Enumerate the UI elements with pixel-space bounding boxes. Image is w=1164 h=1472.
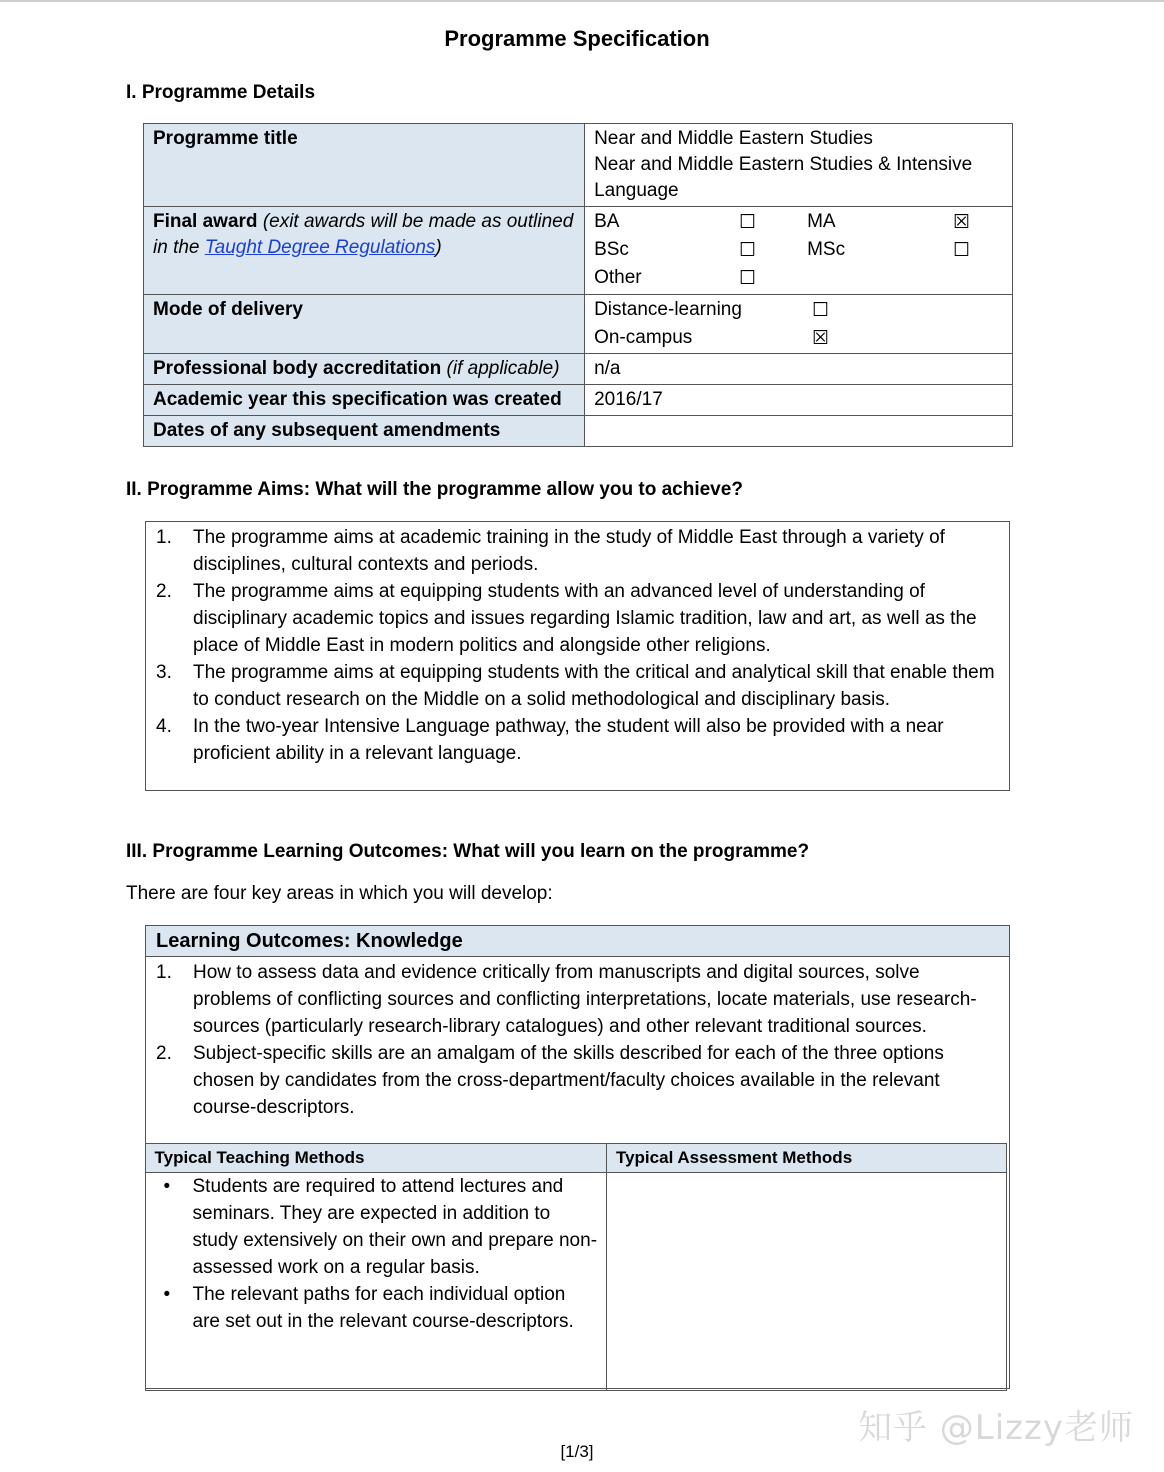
aim-item: 2. The programme aims at equipping students with an advanced level of understanding of disciplinary academic topics and issues regarding Islamic tradition, law and art, as well as the place of Middle East in modern politics and alongside other religions. <box>156 581 977 656</box>
aim-text: The programme aims at equipping students with the critical and analytical skill that enable them to conduct research on the Middle on a solid methodological and disciplinary basis. <box>193 662 995 710</box>
accreditation-label: Professional body accreditation <box>153 358 442 379</box>
page-title: Programme Specification <box>444 26 710 51</box>
mode-oncampus-checkbox[interactable]: ☒ <box>812 327 830 349</box>
assessment-methods-heading: Typical Assessment Methods <box>606 1144 1006 1173</box>
aim-text: The programme aims at academic training in the study of Middle East through a variety of disciplines, cultural contexts and periods. <box>193 527 945 575</box>
teaching-methods-cell <box>145 1173 606 1391</box>
final-award-note: (exit awards will be made as outlined in the <box>153 211 574 258</box>
learning-outcomes-box <box>145 925 1010 1389</box>
programme-title-row <box>144 124 1013 207</box>
page-indicator: [1/3] <box>560 1442 594 1461</box>
final-award-row <box>144 207 1013 295</box>
award-ba-checkbox[interactable]: ☐ <box>739 211 757 233</box>
teaching-method-item: • The relevant paths for each individual option are set out in the relevant course-descriptors. <box>163 1284 574 1332</box>
accreditation-row <box>144 354 1013 385</box>
academic-year-row <box>144 385 1013 416</box>
assessment-methods-cell <box>606 1173 1006 1391</box>
teaching-method-text: Students are required to attend lectures and seminars. They are expected in addition to study extensively on their own and prepare non-assessed work on a regular basis. <box>192 1176 598 1278</box>
award-ba-label: BA <box>594 211 620 232</box>
award-bsc-label: BSc <box>594 239 629 260</box>
award-other-checkbox[interactable]: ☐ <box>739 267 757 289</box>
programme-aims-box <box>145 521 1010 791</box>
watermark: 知乎 @Lizzy老师 <box>857 1408 1134 1448</box>
accreditation-note: (if applicable) <box>446 358 560 379</box>
section-3-intro: There are four key areas in which you will develop: <box>126 883 553 904</box>
mode-of-delivery-row <box>144 295 1013 354</box>
academic-year-value: 2016/17 <box>585 385 1013 416</box>
mode-of-delivery-options <box>585 295 1013 354</box>
teaching-methods-list <box>146 1173 598 1335</box>
academic-year-label: Academic year this specification was created <box>144 385 585 416</box>
mode-distance-checkbox[interactable]: ☐ <box>812 299 830 321</box>
aim-item: 3. The programme aims at equipping students with the critical and analytical skill that enable them to conduct research on the Middle on a solid methodological and disciplinary basis. <box>156 662 995 710</box>
aim-text: In the two-year Intensive Language pathway, the student will also be provided with a near proficient ability in a relevant language. <box>193 716 944 764</box>
final-award-note-end: ) <box>435 237 442 258</box>
final-award-label-cell <box>144 207 585 295</box>
outcome-item: 2. Subject-specific skills are an amalgam of the skills described for each of the three options chosen by candidates from the cross-department/faculty choices available in the relevant course-descriptors. <box>156 1043 944 1118</box>
accreditation-label-cell <box>144 354 585 385</box>
accreditation-value: n/a <box>585 354 1013 385</box>
amendments-label: Dates of any subsequent amendments <box>144 416 585 447</box>
programme-title-value-1: Near and Middle Eastern Studies <box>594 128 873 149</box>
programme-title-value-2: Near and Middle Eastern Studies & Intensive Language <box>594 154 973 201</box>
award-ma-checkbox[interactable]: ☒ <box>953 211 971 233</box>
aims-list <box>146 524 997 767</box>
methods-table <box>145 1143 1007 1391</box>
section-3-heading: III. Programme Learning Outcomes: What will you learn on the programme? <box>126 841 810 862</box>
outcomes-list <box>146 957 1009 1143</box>
final-award-options <box>585 207 1013 295</box>
outcome-text: Subject-specific skills are an amalgam of the skills described for each of the three options chosen by candidates from the cross-department/faculty choices available in the relevant course-descriptors. <box>193 1043 944 1118</box>
programme-details-table <box>143 123 1013 447</box>
mode-oncampus-label: On-campus <box>594 327 693 348</box>
programme-title-values <box>585 124 1013 207</box>
amendments-row <box>144 416 1013 447</box>
programme-title-label: Programme title <box>144 124 585 207</box>
mode-of-delivery-label: Mode of delivery <box>144 295 585 354</box>
final-award-label: Final award <box>153 211 258 232</box>
teaching-method-item: • Students are required to attend lectures and seminars. They are expected in addition to study extensively on their own and prepare non-assessed work on a regular basis. <box>163 1176 598 1278</box>
award-ma-label: MA <box>807 211 836 232</box>
outcome-text: How to assess data and evidence critically from manuscripts and digital sources, solve problems of conflicting sources and conflicting interpretations, locate materials, use research-sources (particularly research-library catalogues) and other relevant traditional sources. <box>193 962 977 1037</box>
section-1-heading: I. Programme Details <box>126 82 316 103</box>
award-bsc-checkbox[interactable]: ☐ <box>739 239 757 261</box>
award-msc-checkbox[interactable]: ☐ <box>953 239 971 261</box>
section-2-heading: II. Programme Aims: What will the programme allow you to achieve? <box>126 479 743 500</box>
mode-distance-label: Distance-learning <box>594 299 742 320</box>
award-msc-label: MSc <box>807 239 846 260</box>
aim-item: 1. The programme aims at academic training in the study of Middle East through a variety of disciplines, cultural contexts and periods. <box>156 527 945 575</box>
amendments-value <box>585 416 1013 447</box>
taught-degree-regulations-link[interactable]: Taught Degree Regulations <box>204 237 436 258</box>
aim-item: 4. In the two-year Intensive Language pathway, the student will also be provided with a near proficient ability in a relevant language. <box>156 716 944 764</box>
award-other-label: Other <box>594 267 642 288</box>
aim-text: The programme aims at equipping students with an advanced level of understanding of disciplinary academic topics and issues regarding Islamic tradition, law and art, as well as the place of Middle East in modern politics and alongside other religions. <box>193 581 977 656</box>
teaching-methods-heading: Typical Teaching Methods <box>145 1144 606 1173</box>
teaching-method-text: The relevant paths for each individual option are set out in the relevant course-descriptors. <box>192 1284 574 1332</box>
learning-outcomes-heading: Learning Outcomes: Knowledge <box>146 926 1009 957</box>
outcome-item: 1. How to assess data and evidence critically from manuscripts and digital sources, solve problems of conflicting sources and conflicting interpretations, locate materials, use research-sources (particularly research-library catalogues) and other relevant traditional sources. <box>156 962 977 1037</box>
